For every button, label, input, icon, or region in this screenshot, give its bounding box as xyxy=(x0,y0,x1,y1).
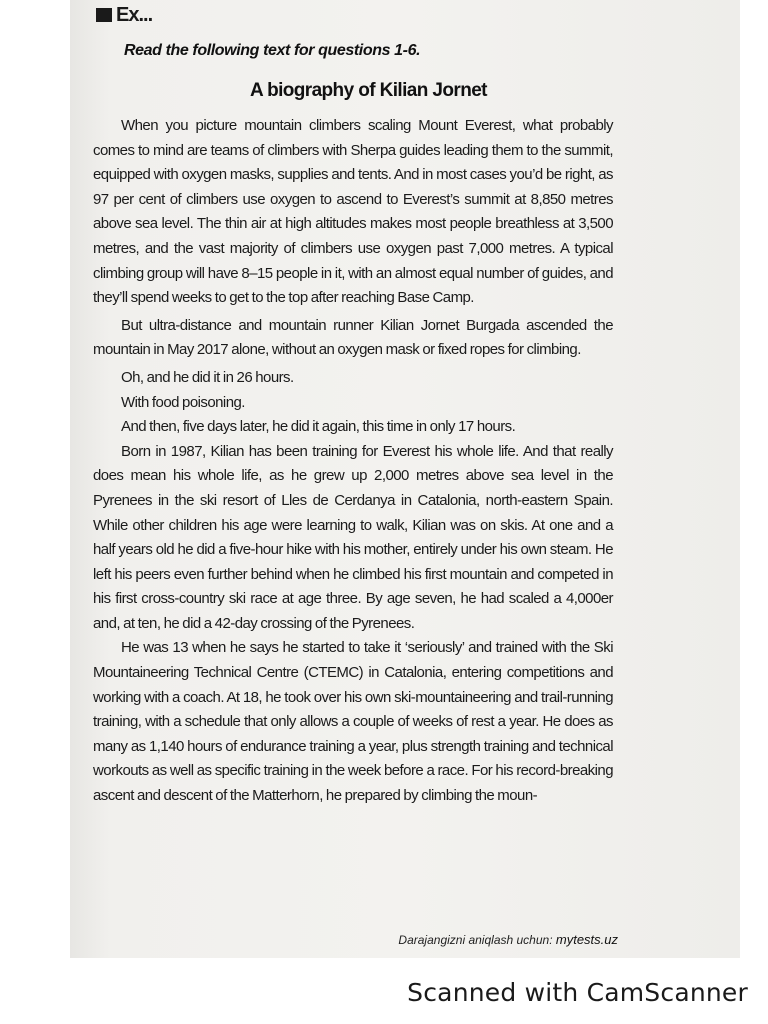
reading-instruction: Read the following text for questions 1-6. xyxy=(124,42,421,59)
scanner-watermark: Scanned with CamScanner xyxy=(407,978,748,1007)
paragraph-food-poisoning: With food poisoning. xyxy=(121,393,245,411)
paragraph-ascent: But ultra-distance and mountain runner Kilian Jornet Burgada ascended the mountain in May 2017 alone, without an oxygen mask or fixed ropes for climbing. xyxy=(93,316,613,359)
section-tag-text: Ex... xyxy=(116,4,153,26)
section-tag xyxy=(96,4,152,27)
article-title: A biography of Kilian Jornet xyxy=(250,80,487,101)
paragraph-26-hours: Oh, and he did it in 26 hours. xyxy=(121,368,294,386)
article-body xyxy=(93,114,613,809)
paragraph-again: And then, five days later, he did it again, this time in only 17 hours. xyxy=(121,418,516,436)
footer-site: mytests.uz xyxy=(555,932,618,947)
paragraph-intro: When you picture mountain climbers scaling Mount Everest, what probably comes to mind are teams of climbers with Sherpa guides leading them to the summit, equipped with oxygen masks, supplies and tents. And in most cases you’d be right, as 97 per cent of climbers use oxygen to ascend to Everest’s summit at 8,850 metres above sea level. The thin air at high altitudes makes most people breathless at 3,500 metres, and the vast majority of climbers use oxygen past 7,000 metres. A typical climbing group will have 8–15 people in it, with an almost equal number of guides, and they’ll spend weeks to get to the top after reaching Base Camp. xyxy=(93,117,613,307)
paragraph-training: He was 13 when he says he started to take it ‘seriously’ and trained with the Ski Mountaineering Technical Centre (CTEMC) in Catalonia, entering competitions and working with a coach. At 18, he took over his own ski-mountaineering and trail-running training, with a schedule that only allows a couple of weeks of rest a year. He does as many as 1,140 hours of endurance training a year, plus strength training and technical workouts as well as specific training in the week before a race. For his record-breaking ascent and descent of the Matterhorn, he prepared by climbing the moun- xyxy=(93,639,613,805)
footer-credit-text: Darajangizni aniqlash uchun: xyxy=(398,933,553,947)
section-marker-icon xyxy=(96,8,112,22)
footer-credit xyxy=(398,932,618,947)
paragraph-early-life: Born in 1987, Kilian has been training for Everest his whole life. And that really does mean his whole life, as he grew up 2,000 metres above sea level in the Pyrenees in the ski resort of Lles de Cerdanya in Catalonia, north-eastern Spain. While other children his age were learning to walk, Kilian was on skis. At one and a half years old he did a five-hour hike with his mother, entirely under his own steam. He left his peers even further behind when he climbed his first mountain and competed in his first cross-country ski race at age three. By age seven, he had scaled a 4,000er and, at ten, he did a 42-day crossing of the Pyrenees. xyxy=(93,442,613,632)
